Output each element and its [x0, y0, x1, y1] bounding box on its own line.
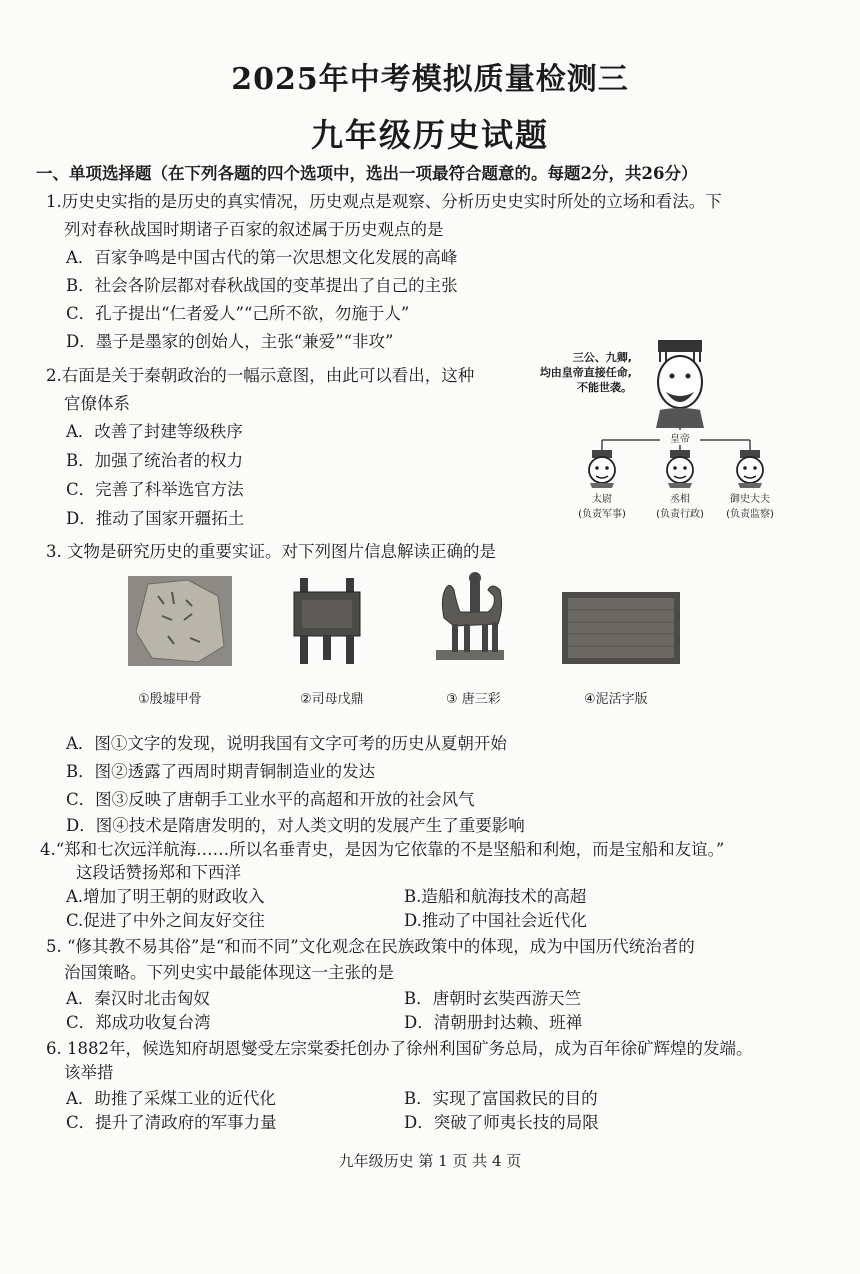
question-6-option-d: D．突破了师夷长技的局限 — [404, 1113, 599, 1132]
question-6-line-2: 该举措 — [64, 1063, 114, 1082]
official-chengxiang-icon — [667, 450, 693, 488]
tang-sancai-camel-photo-icon — [430, 568, 510, 662]
question-1-option-b: B．社会各阶层都对春秋战国的变革提出了自己的主张 — [66, 276, 458, 295]
question-1-option-c: C．孔子提出“仁者爱人”“己所不欲，勿施于人” — [66, 304, 410, 323]
question-1-option-d: D．墨子是墨家的创始人，主张“兼爱”“非攻” — [66, 332, 394, 351]
official-chengxiang-name: 丞相 — [670, 494, 690, 505]
artifact-1-caption: ①殷墟甲骨 — [138, 692, 202, 707]
question-2-option-d: D．推动了国家开疆拓土 — [66, 509, 245, 528]
emperor-icon — [656, 340, 704, 428]
official-chengxiang-duty: (负责行政) — [656, 509, 704, 520]
official-yushi-icon — [737, 450, 763, 488]
question-2-option-a: A．改善了封建等级秩序 — [66, 422, 243, 441]
question-5-option-d: D．清朝册封达赖、班禅 — [404, 1013, 583, 1032]
question-2-option-c: C．完善了科举选官方法 — [66, 480, 244, 499]
official-yushi-duty: (负责监察) — [726, 509, 774, 520]
question-1-option-a: A．百家争鸣是中国古代的第一次思想文化发展的高峰 — [66, 248, 458, 267]
question-4-option-c: C.促进了中外之间友好交往 — [66, 911, 265, 930]
question-5-option-a: A．秦汉时北击匈奴 — [66, 989, 210, 1008]
clay-movable-type-photo-icon — [562, 592, 680, 664]
question-6-line-1: 6. 1882年，候选知府胡恩燮受左宗棠委托创办了徐州利国矿务总局，成为百年徐矿辉煌的发端。 — [46, 1039, 753, 1058]
speech-line-2: 均由皇帝直接任命, — [539, 366, 632, 379]
artifact-3-caption: ③ 唐三彩 — [446, 692, 501, 707]
question-2-option-b: B．加强了统治者的权力 — [66, 451, 244, 470]
official-yushi-name: 御史大夫 — [730, 494, 770, 505]
artifact-2-caption: ②司母戊鼎 — [300, 692, 364, 707]
question-4-option-a: A.增加了明王朝的财政收入 — [66, 887, 265, 906]
question-1-line-2: 列对春秋战国时期诸子百家的叙述属于历史观点的是 — [64, 220, 444, 239]
question-5-line-1: 5. “修其教不易其俗”是“和而不同”文化观念在民族政策中的体现，成为中国历代统治者的 — [46, 937, 695, 956]
question-3-option-b: B．图②透露了西周时期青铜制造业的发达 — [66, 762, 376, 781]
emperor-label: 皇帝 — [660, 430, 700, 445]
official-taiwei — [572, 490, 632, 520]
official-yushi — [720, 490, 780, 520]
question-2-line-1: 2.右面是关于秦朝政治的一幅示意图，由此可以看出，这种 — [46, 366, 475, 385]
question-3-line-1: 3. 文物是研究历史的重要实证。对下列图片信息解读正确的是 — [46, 542, 496, 561]
speech-line-3: 不能世袭。 — [577, 381, 632, 394]
question-3-option-d: D．图④技术是隋唐发明的，对人类文明的发展产生了重要影响 — [66, 816, 525, 835]
question-3-option-a: A．图①文字的发现，说明我国有文字可考的历史从夏朝开始 — [66, 734, 507, 753]
artifact-4-caption: ④泥活字版 — [584, 692, 648, 707]
question-6-option-c: C．提升了清政府的军事力量 — [66, 1113, 277, 1132]
qin-official-diagram — [520, 336, 810, 526]
question-3-option-c: C．图③反映了唐朝手工业水平的高超和开放的社会风气 — [66, 790, 475, 809]
question-4-option-d: D.推动了中国社会近代化 — [404, 911, 587, 930]
question-2-line-2: 官僚体系 — [64, 394, 130, 413]
exam-subtitle: 九年级历史试题 — [310, 116, 549, 154]
question-4-line-1: 4.“郑和七次远洋航海……所以名垂青史，是因为它依靠的不是坚船和利炮，而是宝船和友谊。” — [40, 840, 725, 859]
question-6-option-a: A．助推了采煤工业的近代化 — [66, 1089, 276, 1108]
speech-line-1: 三公、九卿, — [572, 351, 632, 364]
bronze-ding-photo-icon — [290, 574, 364, 666]
question-4-option-b: B.造船和航海技术的高超 — [404, 887, 587, 906]
question-5-line-2: 治国策略。下列史实中最能体现这一主张的是 — [64, 963, 394, 982]
question-6-option-b: B．实现了富国救民的目的 — [404, 1089, 598, 1108]
page-footer: 九年级历史 第 1 页 共 4 页 — [338, 1152, 522, 1170]
official-taiwei-name: 太尉 — [592, 494, 612, 505]
official-chengxiang — [650, 490, 710, 520]
question-1-line-1: 1.历史史实指的是历史的真实情况，历史观点是观察、分析历史史实时所处的立场和看法。下 — [46, 192, 722, 211]
section-heading: 一、单项选择题（在下列各题的四个选项中，选出一项最符合题意的。每题2分，共26分） — [36, 164, 698, 183]
question-4-line-2: 这段话赞扬郑和下西洋 — [76, 863, 241, 882]
exam-title: 2025年中考模拟质量检测三 — [231, 62, 629, 97]
official-taiwei-duty: (负责军事) — [578, 509, 626, 520]
oracle-bone-photo-icon — [128, 576, 232, 666]
official-taiwei-icon — [589, 450, 615, 488]
question-5-option-c: C．郑成功收复台湾 — [66, 1013, 211, 1032]
question-5-option-b: B．唐朝时玄奘西游天竺 — [404, 989, 582, 1008]
